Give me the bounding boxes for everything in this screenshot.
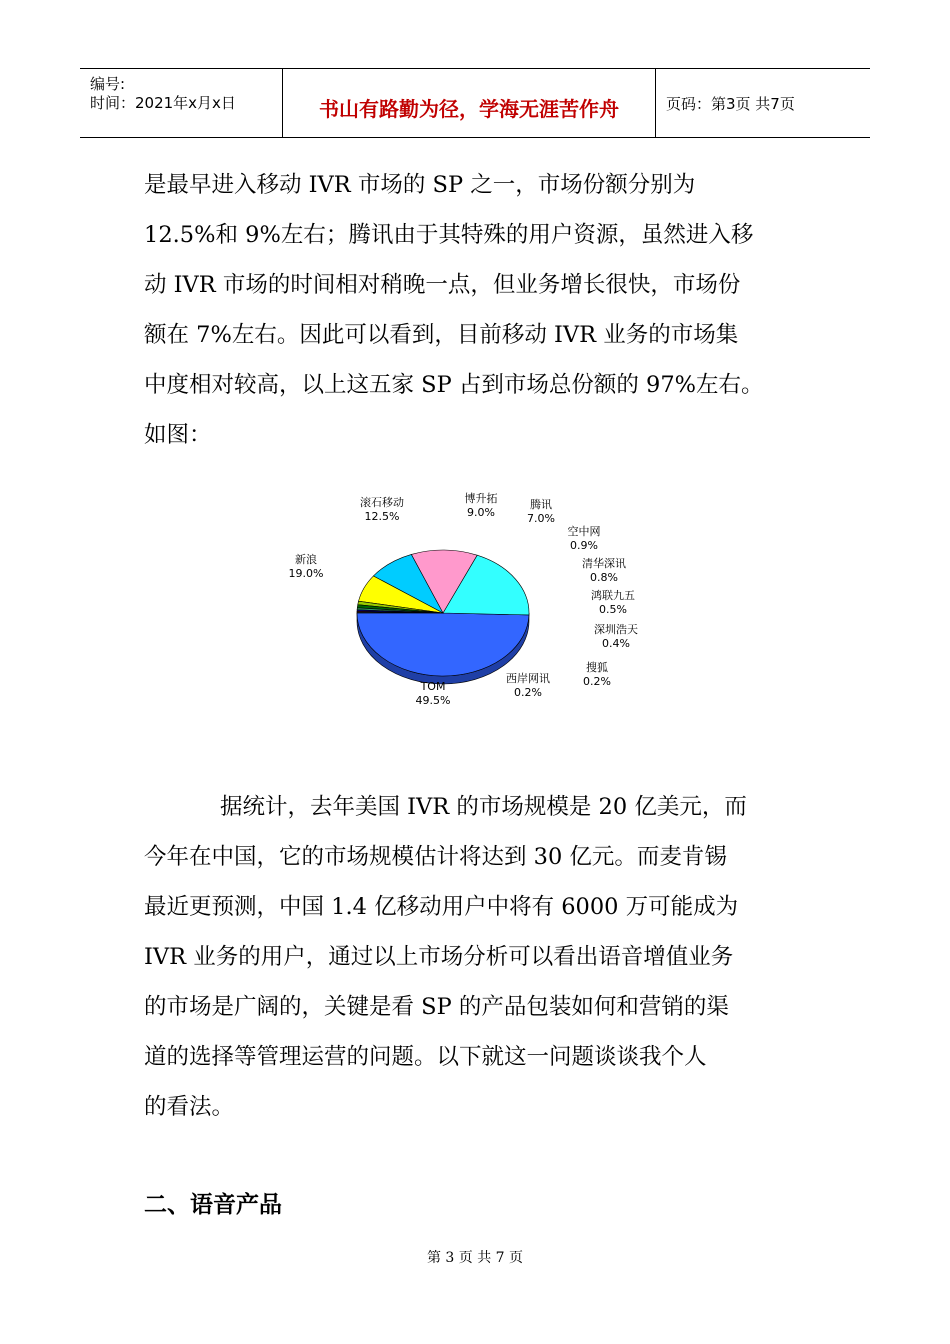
pie-label-4: 腾讯 [530,498,552,511]
header-table [80,68,870,138]
pie-label-0: TOM [420,680,446,693]
paragraph-line: 12.5%和 9%左右；腾讯由于其特殊的用户资源，虽然进入移 [144,222,754,248]
header-motto: 书山有路勤为径，学海无涯苦作舟 [319,97,619,121]
document-time-label: 时间：2021年x月x日 [90,94,236,112]
pie-value-label-8: 0.4% [602,637,630,650]
paragraph-line: 动 IVR 市场的时间相对稍晚一点，但业务增长很快，市场份 [144,272,741,298]
header-page-info: 页码：第3页 共7页 [666,95,795,113]
pie-value-label-0: 49.5% [415,694,451,707]
pie-value-label-3: 9.0% [467,506,495,519]
pie-value-label-10: 0.2% [514,686,542,699]
paragraph-market-share [144,160,824,460]
page-footer: 第 3 页 共 7 页 [426,1250,524,1266]
pie-value-label-7: 0.5% [599,603,627,616]
document-number-label: 编号: [90,75,126,93]
header-right-cell [656,69,870,137]
paragraph-line: 是最早进入移动 IVR 市场的 SP 之一，市场份额分别为 [144,172,696,198]
paragraph-line: 中度相对较高，以上这五家 SP 占到市场总份额的 97%左右。 [144,372,764,398]
paragraph-line: 今年在中国，它的市场规模估计将达到 30 亿元。而麦肯锡 [144,844,727,870]
paragraph-line: 道的选择等管理运营的问题。以下就这一问题谈谈我个人 [144,1044,707,1070]
header-left-cell [80,69,283,137]
pie-value-label-1: 19.0% [288,567,324,580]
paragraph-line: 额在 7%左右。因此可以看到，目前移动 IVR 业务的市场集 [144,322,739,348]
pie-value-label-4: 7.0% [527,512,555,525]
paragraph-line: 如图： [144,422,212,448]
pie-label-1: 新浪 [295,553,317,566]
pie-label-7: 鸿联九五 [591,589,635,602]
pie-value-label-5: 0.9% [570,539,598,552]
paragraph-line: 据统计，去年美国 IVR 的市场规模是 20 亿美元，而 [220,794,747,820]
header-middle-cell [283,69,656,137]
paragraph-line: 的看法。 [144,1094,235,1120]
paragraph-line: 最近更预测，中国 1.4 亿移动用户中将有 6000 万可能成为 [144,894,739,920]
pie-label-5: 空中网 [567,525,601,538]
paragraph-line: 的市场是广阔的，关键是看 SP 的产品包装如何和营销的渠 [144,994,729,1020]
pie-value-label-9: 0.2% [583,675,611,688]
market-share-pie-chart [270,488,670,718]
pie-label-6: 清华深讯 [582,557,626,570]
section-heading: 二、语音产品 [144,1192,282,1218]
pie-value-label-6: 0.8% [590,571,618,584]
pie-slice-0 [357,613,529,676]
paragraph-line: IVR 业务的用户，通过以上市场分析可以看出语音增值业务 [144,944,734,970]
pie-label-9: 搜狐 [586,661,608,674]
pie-value-label-2: 12.5% [364,510,400,523]
pie-label-10: 西岸网讯 [506,672,550,685]
pie-label-3: 博升拓 [464,492,498,505]
pie-label-8: 深圳浩天 [594,623,638,636]
paragraph-market-size [144,782,824,1132]
pie-label-2: 滚石移动 [360,496,404,509]
